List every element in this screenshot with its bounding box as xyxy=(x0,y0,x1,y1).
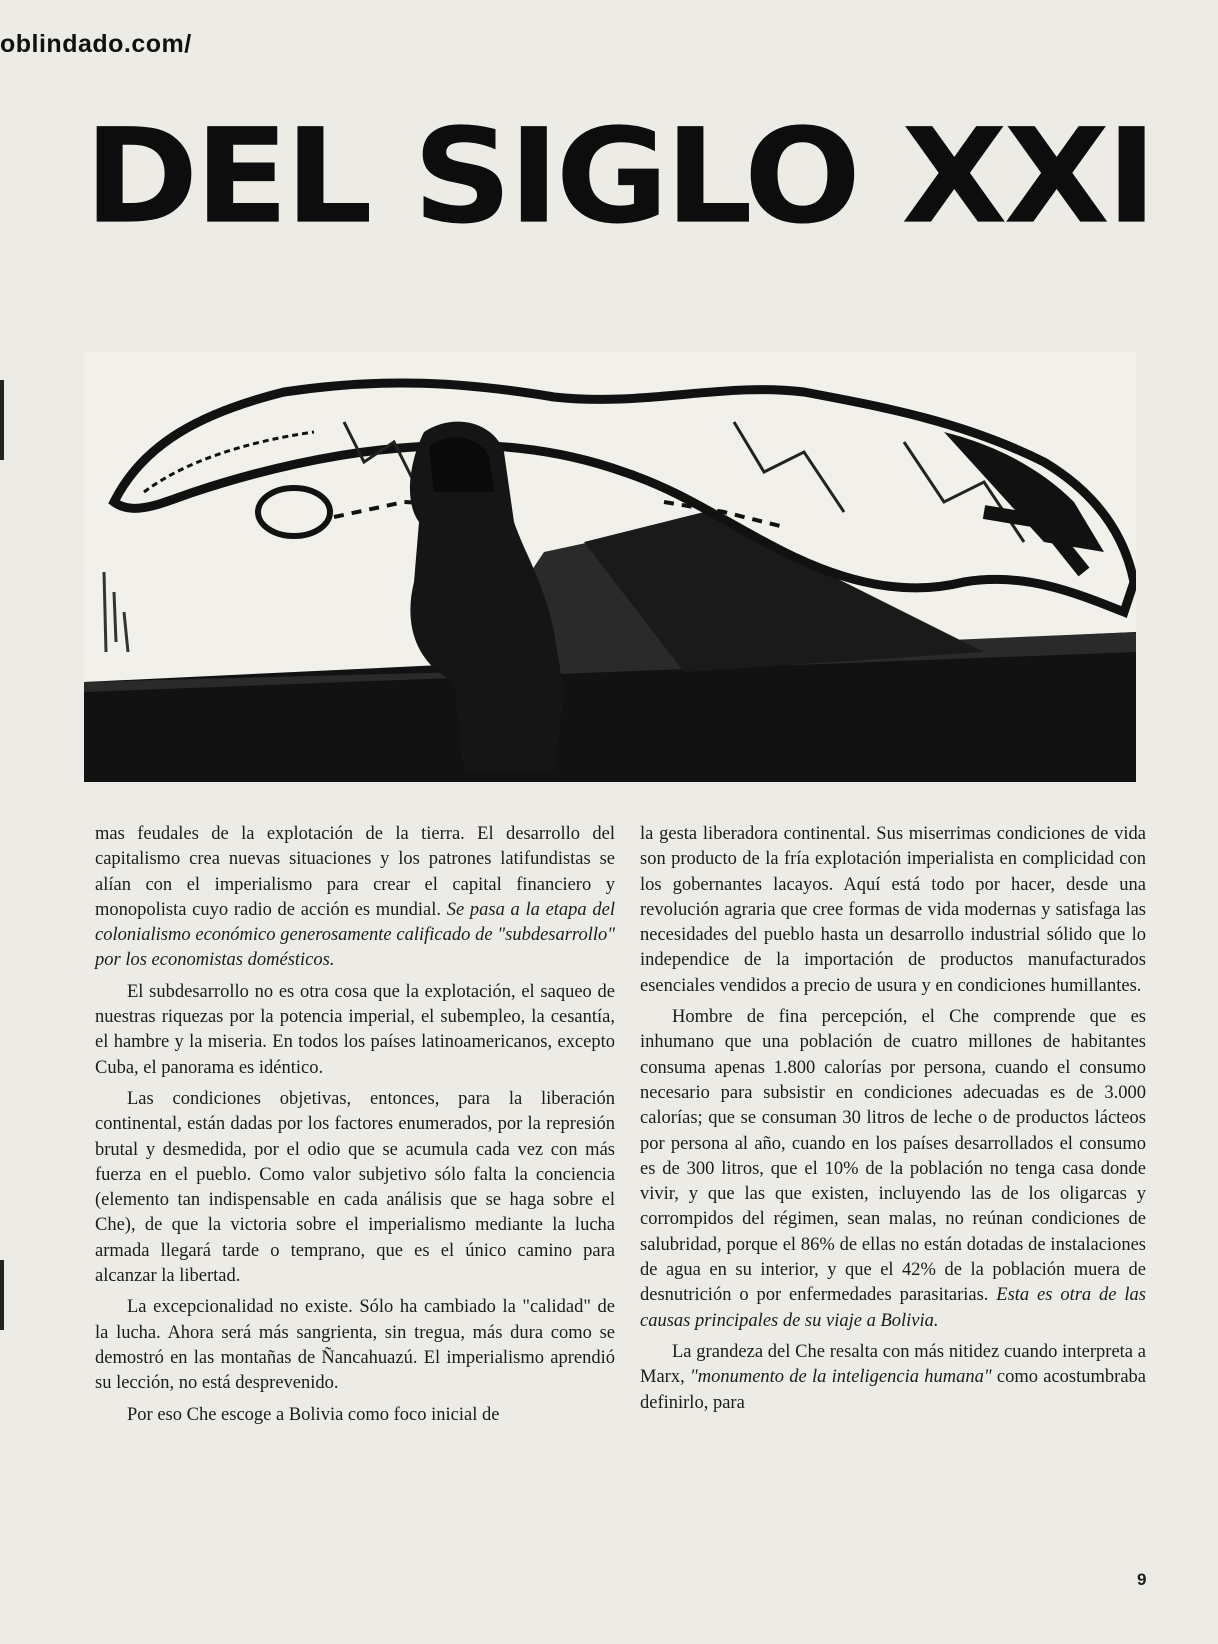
text-segment: como acostumbraba definirlo, para xyxy=(640,1367,1146,1413)
text-segment: mas feudales de la explotación de la tierra. El desarrollo del capitalismo crea nuevas situaciones y los patrones latifundistas se alían con el imperialismo para crear el capital financiero y monopolista cuyo radio de acción es mundial. xyxy=(95,824,615,920)
binding-edge-mark xyxy=(0,380,4,460)
photo-graphic xyxy=(84,352,1136,782)
italic-text-segment: Esta es otra de las causas principales de su viaje a Bolivia. xyxy=(640,1285,1146,1331)
text-segment: La grandeza del Che resalta con más nitidez cuando interpreta a Marx, xyxy=(640,1341,1146,1388)
text-segment: Las condiciones objetivas, entonces, para la liberación continental, están dadas por los factores enumerados, por la represión brutal y desmedida, por el odio que se acumula cada vez con más fuerza en el pueblo. Como valor subjetivo sólo falta la conciencia (elemento tan indispensable en cada análisis que se haga sobre el Che), de que la victoria sobre el imperialismo mediante la lucha armada llegará tarde o temprano, que es el único camino para alcanzar la libertad. xyxy=(95,1088,615,1287)
paragraph xyxy=(95,1087,615,1289)
text-segment: La excepcionalidad no existe. Sólo ha cambiado la "calidad" de la lucha. Ahora será más sangrienta, sin tregua, más dura como se demostró en las montañas de Ñancahuazú. El imperialismo aprendió su lección, no está desprevenido. xyxy=(95,1297,615,1394)
italic-text-segment: Se pasa a la etapa del colonialismo económico generosamente calificado de "subdesarrollo" por los economistas domésticos. xyxy=(95,899,615,971)
text-column-left xyxy=(95,822,615,1434)
text-segment: la gesta liberadora continental. Sus miserrimas condiciones de vida son producto de la fría explotación imperialista en complicidad con los gobernantes lacayos. Aquí está todo por hacer, desde una revolución agraria que cree formas de vida modernas y satisfaga las necesidades del pueblo hasta un desarrollo industrial sólido que lo independice de la importación de productos manufacturados esenciales vendidos a precio de usura y en condiciones humillantes. xyxy=(640,824,1146,996)
text-segment: Hombre de fina percepción, el Che comprende que es inhumano que una población de cuatro millones de habitantes consuma apenas 1.800 calorías por persona, cuando el consumo necesario para subsistir en condiciones adecuadas es de 3.000 calorías; que se consuman 30 litros de leche o de productos lácteos por persona al año, cuando en los países desarrollados el consumo es de 300 litros, que el 10% de la población no tenga casa donde vivir, y que las que existen, incluyendo las de los oligarcas y corrompidos del régimen, sean malas, no reúnan condiciones de salubridad, porque el 86% de ellas no están dotadas de instalaciones de agua en su interior, y que el 42% de la población muera de desnutrición o por enfermedades parasitarias. xyxy=(640,1007,1146,1306)
headline: DEL SIGLO XXI xyxy=(84,100,1154,253)
text-segment: Por eso Che escoge a Bolivia como foco inicial de xyxy=(127,1404,500,1425)
binding-edge-mark xyxy=(0,1260,4,1330)
page-number: 9 xyxy=(1137,1570,1147,1589)
map-cuba-with-figure-image xyxy=(84,352,1136,782)
italic-text-segment: "monumento de la inteligencia humana" xyxy=(689,1367,992,1388)
paragraph xyxy=(95,1403,615,1428)
paragraph xyxy=(95,980,615,1081)
text-segment: El subdesarrollo no es otra cosa que la explotación, el saqueo de nuestras riquezas por la potencia imperial, el subempleo, la cesantía, el hambre y la miseria. En todos los países latinoamericanos, excepto Cuba, el panorama es idéntico. xyxy=(95,981,615,1078)
paragraph xyxy=(640,822,1146,999)
paragraph xyxy=(640,1340,1146,1416)
text-column-right xyxy=(640,822,1146,1422)
paragraph xyxy=(640,1005,1146,1334)
watermark-url: oblindado.com/ xyxy=(0,30,192,58)
paragraph xyxy=(95,1295,615,1396)
paragraph xyxy=(95,822,615,974)
